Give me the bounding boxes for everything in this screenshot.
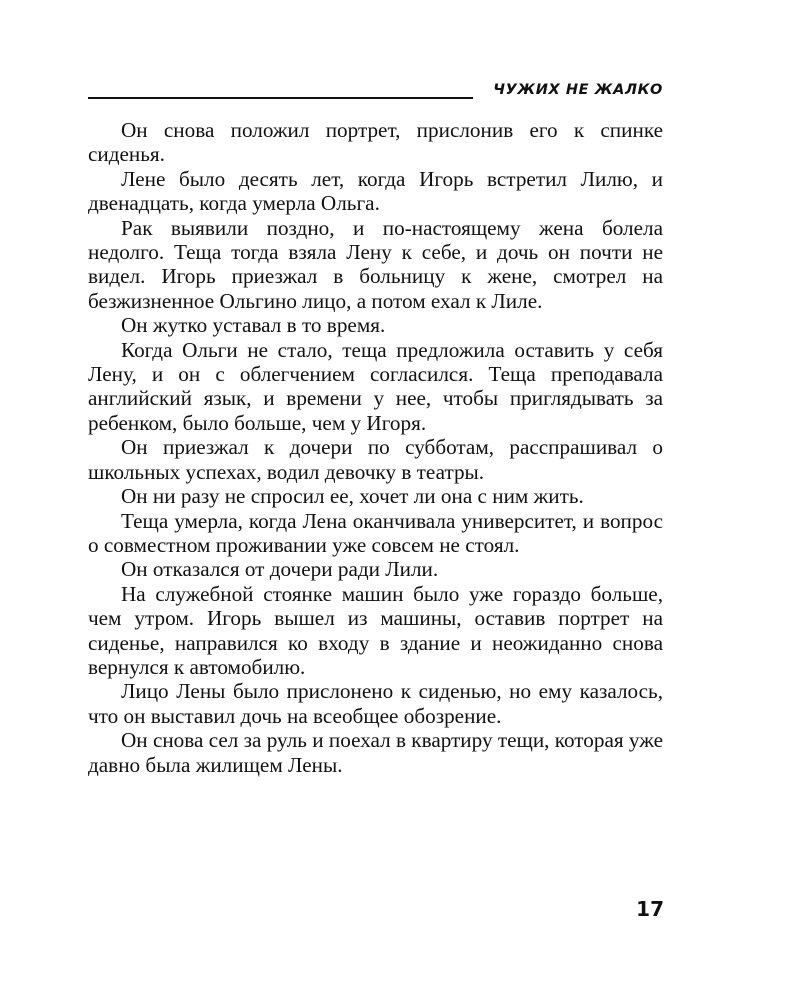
paragraph: Он снова сел за руль и поехал в квартиру тещи, которая уже давно была жилищем Лены. — [88, 728, 663, 777]
header-rule — [88, 97, 473, 99]
page-number: 17 — [636, 897, 664, 921]
paragraph: Он приезжал к дочери по субботам, расспрашивал о школьных успехах, водил девочку в театры. — [88, 435, 663, 484]
paragraph: Лицо Лены было прислонено к сиденью, но ему казалось, что он выставил дочь на всеобщее обозрение. — [88, 679, 663, 728]
paragraph: Он снова положил портрет, прислонив его к спинке сиденья. — [88, 118, 663, 167]
page-header — [88, 78, 663, 104]
paragraph: Лене было десять лет, когда Игорь встретил Лилю, и двенадцать, когда умерла Ольга. — [88, 166, 663, 216]
paragraph: Он жутко уставал в то время. — [121, 313, 386, 338]
paragraph: Когда Ольги не стало, теща предложила оставить у себя Лену, и он с облегчением согласился. Теща преподавала английский язык, и времени у нее, чтобы приглядывать за ребенком, было больше, чем у Игоря. — [88, 337, 663, 435]
running-title: ЧУЖИХ НЕ ЖАЛКО — [493, 82, 663, 98]
paragraph: Он ни разу не спросил ее, хочет ли она с ним жить. — [121, 484, 584, 509]
text-body — [88, 118, 663, 777]
paragraph: Он отказался от дочери ради Лили. — [121, 557, 439, 582]
paragraph: Теща умерла, когда Лена оканчивала университет, и вопрос о совместном проживании уже совсем не стоял. — [88, 508, 663, 557]
paragraph: Рак выявили поздно, и по-настоящему жена болела недолго. Теща тогда взяла Лену к себе, и дочь он почти не видел. Игорь приезжал в больницу к жене, смотрел на безжизненное Ольгино лицо, а потом ехал к Лиле. — [88, 215, 663, 313]
paragraph: На служебной стоянке машин было уже гораздо больше, чем утром. Игорь вышел из машины, оставив портрет на сиденье, направился ко входу в здание и неожиданно снова вернулся к автомобилю. — [88, 581, 663, 679]
